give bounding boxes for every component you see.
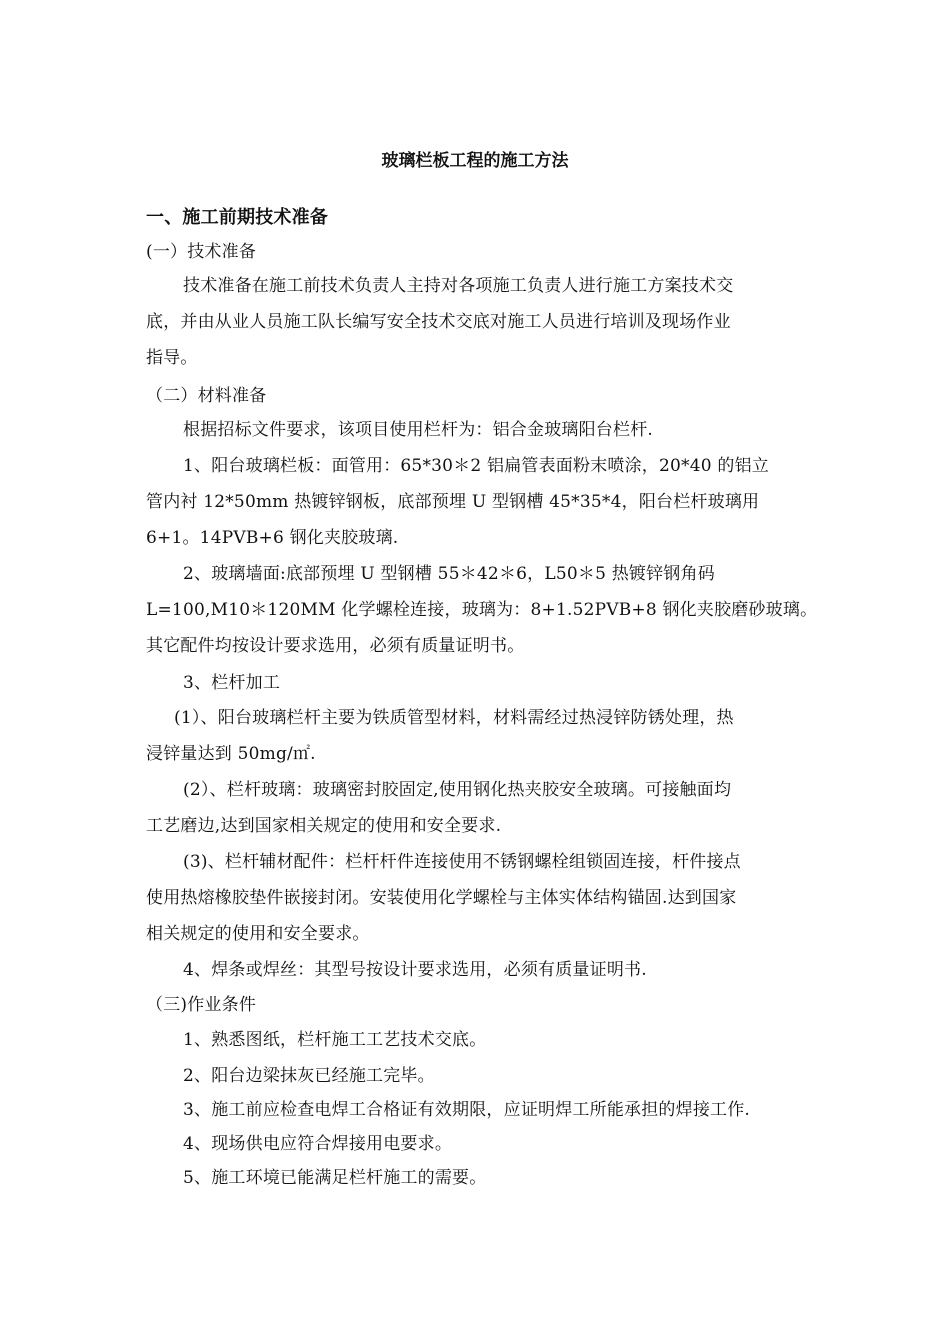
subsection-heading-technical: (一）技术准备 [146,242,257,262]
paragraph-line: 浸锌量达到 50mg/㎡. [146,744,316,764]
paragraph-line: 2、玻璃墙面:底部预埋 U 型钢槽 55＊42＊6，L50＊5 热镀锌钢角码 [183,564,715,584]
list-item: 5、施工环境已能满足栏杆施工的需要。 [183,1168,487,1188]
list-item: 3、施工前应检查电焊工合格证有效期限，应证明焊工所能承担的焊接工作. [183,1100,751,1120]
list-item: 4、现场供电应符合焊接用电要求。 [183,1134,453,1154]
paragraph-line: 指导。 [146,348,198,368]
paragraph-line: 技术准备在施工前技术负责人主持对各项施工负责人进行施工方案技术交 [183,276,734,296]
paragraph-line: 底，并由从业人员施工队长编写安全技术交底对施工人员进行培训及现场作业 [146,312,731,332]
subsection-heading-conditions: （三)作业条件 [146,995,257,1015]
list-item: 1、熟悉图纸，栏杆施工工艺技术交底。 [183,1030,487,1050]
paragraph-line: (2）、栏杆玻璃：玻璃密封胶固定,使用钢化热夹胶安全玻璃。可接触面均 [183,780,732,800]
paragraph-line: 4、焊条或焊丝：其型号按设计要求选用，必须有质量证明书. [183,960,647,980]
paragraph-line: 相关规定的使用和安全要求。 [146,924,370,944]
paragraph-line: (3)、栏杆辅材配件：栏杆杆件连接使用不锈钢螺栓组锁固连接，杆件接点 [183,852,741,872]
section-heading-1: 一、施工前期技术准备 [146,207,328,228]
subsection-heading-materials: （二）材料准备 [146,386,267,406]
paragraph-line: (1）、阳台玻璃栏杆主要为铁质管型材料，材料需经过热浸锌防锈处理，热 [174,708,734,728]
paragraph-line: 工艺磨边,达到国家相关规定的使用和安全要求. [146,816,502,836]
paragraph-line: 其它配件均按设计要求选用，必须有质量证明书。 [146,636,525,656]
paragraph-line: L=100,M10＊120MM 化学螺栓连接，玻璃为：8+1.52PVB+8 钢化夹胶磨砂玻璃。 [146,600,818,620]
paragraph-line: 使用热熔橡胶垫件嵌接封闭。安装使用化学螺栓与主体实体结构锚固.达到国家 [146,888,737,908]
document-title: 玻璃栏板工程的施工方法 [381,151,569,171]
paragraph-line: 根据招标文件要求，该项目使用栏杆为：铝合金玻璃阳台栏杆. [183,420,654,440]
paragraph-line: 1、阳台玻璃栏板：面管用：65*30＊2 铝扁管表面粉末喷涂，20*40 的铝立 [183,456,769,476]
paragraph-line: 6+1。14PVB+6 钢化夹胶玻璃. [146,528,399,548]
list-item: 2、阳台边梁抹灰已经施工完毕。 [183,1066,435,1086]
paragraph-line: 管内衬 12*50mm 热镀锌钢板，底部预埋 U 型钢槽 45*35*4，阳台栏杆玻璃用 [146,492,760,512]
paragraph-line: 3、栏杆加工 [183,673,281,693]
